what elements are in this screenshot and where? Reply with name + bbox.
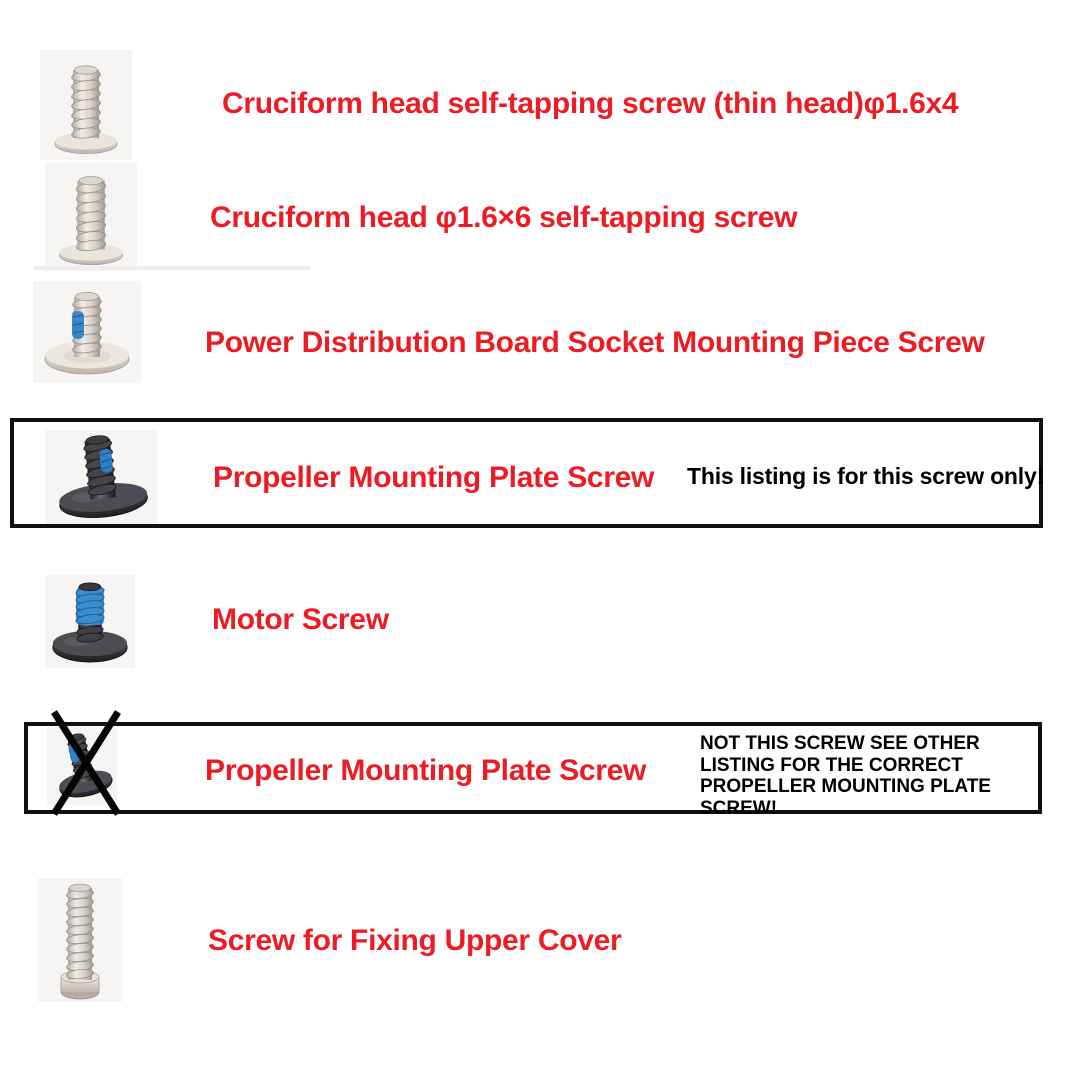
motor-screw-icon — [45, 575, 135, 668]
screw-label: Propeller Mounting Plate Screw — [205, 754, 647, 787]
silver-tapping-screw-icon — [45, 163, 137, 271]
screw-photo — [38, 878, 122, 1002]
silver-long-screw-icon — [38, 878, 122, 1002]
screw-label: Screw for Fixing Upper Cover — [208, 924, 622, 957]
warning-note-line: PROPELLER MOUNTING PLATE — [700, 776, 991, 797]
screw-label: Propeller Mounting Plate Screw — [213, 461, 655, 494]
warning-note-line: NOT THIS SCREW SEE OTHER — [700, 733, 980, 754]
screw-photo — [45, 575, 135, 668]
screw-label: Power Distribution Board Socket Mounting Piece Screw — [205, 326, 985, 359]
screw-photo — [45, 430, 157, 524]
warning-note-line: LISTING FOR THE CORRECT — [700, 754, 963, 776]
warning-note — [700, 733, 991, 819]
photo-edge-shadow — [33, 266, 311, 270]
silver-tapping-screw-icon — [40, 50, 132, 160]
cross-out-x-icon — [44, 704, 128, 822]
screw-photo — [33, 281, 141, 383]
silver-flathead-screw-icon — [33, 281, 141, 383]
screw-label: Cruciform head self-tapping screw (thin head)φ1.6x4 — [222, 87, 959, 120]
screw-label: Cruciform head φ1.6×6 self-tapping screw — [210, 201, 798, 234]
listing-note: This listing is for this screw only! — [687, 463, 1045, 489]
screw-label: Motor Screw — [212, 603, 389, 636]
screw-photo — [40, 50, 132, 160]
screw-photo — [45, 163, 137, 271]
warning-note-line: SCREW! — [700, 797, 778, 819]
black-flathead-screw-icon — [45, 430, 157, 524]
